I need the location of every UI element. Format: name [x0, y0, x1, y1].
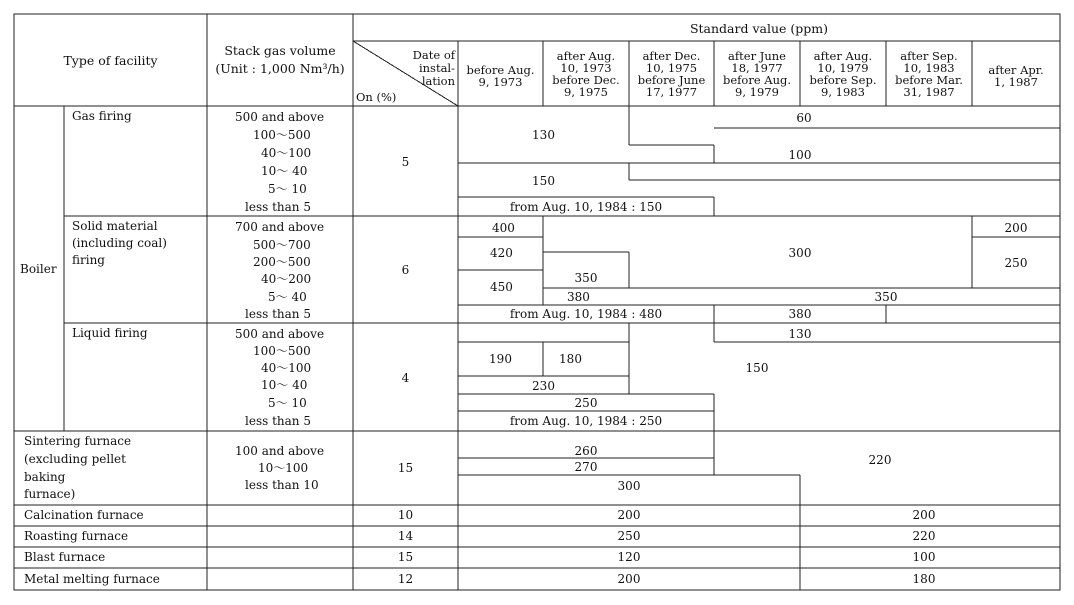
- liquid-value-from-1984: from Aug. 10, 1984 : 250: [509, 414, 663, 428]
- gas-vol-3: 40～100: [261, 146, 312, 160]
- solid-value-250: 250: [1004, 256, 1028, 270]
- gas-value-150: 150: [532, 174, 555, 188]
- header-standard-value: Standard value (ppm): [689, 21, 829, 36]
- sintering-label-4: furnace): [24, 487, 76, 501]
- period-header-6: after Sep. 10, 1983 before Mar. 31, 1987: [895, 49, 963, 99]
- roasting-value-2: 220: [912, 529, 936, 543]
- sintering-label-2: (excluding pellet: [24, 452, 126, 466]
- header-instal: instal-: [418, 61, 455, 75]
- liquid-value-150: 150: [745, 361, 769, 375]
- solid-label-1: Solid material: [72, 219, 158, 233]
- solid-vol-6: less than 5: [245, 307, 311, 321]
- liquid-vol-5: 5～ 10: [268, 396, 307, 410]
- solid-vol-5: 5～ 40: [268, 290, 307, 304]
- solid-value-420: 420: [490, 246, 513, 260]
- solid-label-3: firing: [72, 253, 105, 267]
- calcination-label: Calcination furnace: [24, 508, 144, 522]
- solid-value-200: 200: [1004, 221, 1028, 235]
- gas-vol-2: 100～500: [253, 128, 311, 142]
- liquid-vol-4: 10～ 40: [261, 378, 308, 392]
- header-lation: lation: [421, 74, 455, 88]
- liquid-value-250: 250: [574, 396, 598, 410]
- liquid-vol-1: 500 and above: [235, 327, 325, 341]
- solid-label-2: (including coal): [72, 236, 167, 250]
- gas-firing-label: Gas firing: [72, 109, 132, 123]
- roasting-label: Roasting furnace: [24, 529, 129, 543]
- header-type-of-facility: Type of facility: [63, 53, 158, 68]
- sintering-vol-3: less than 10: [245, 478, 319, 492]
- gas-value-130: 130: [532, 128, 555, 142]
- calcination-on: 10: [397, 508, 414, 522]
- period-header-2: after Aug. 10, 1973 before Dec. 9, 1975: [552, 49, 620, 99]
- period-header-1: before Aug. 9, 1973: [466, 63, 535, 89]
- liquid-value-180: 180: [559, 352, 582, 366]
- blast-value-1: 120: [617, 550, 641, 564]
- metal-melting-value-1: 200: [617, 572, 641, 586]
- blast-value-2: 100: [912, 550, 936, 564]
- sintering-vol-2: 10～100: [258, 461, 309, 475]
- gas-vol-1: 500 and above: [235, 110, 325, 124]
- period-header-3: after Dec. 10, 1975 before June 17, 1977: [637, 49, 706, 99]
- gas-value-from-1984: from Aug. 10, 1984 : 150: [509, 200, 663, 214]
- sintering-vol-1: 100 and above: [235, 444, 325, 458]
- solid-on: 6: [401, 263, 410, 277]
- sintering-value-260: 260: [574, 444, 598, 458]
- blast-on: 15: [397, 550, 414, 564]
- solid-vol-1: 700 and above: [235, 220, 325, 234]
- solid-value-from-1984: from Aug. 10, 1984 : 480: [509, 307, 663, 321]
- period-header-4: after June 18, 1977 before Aug. 9, 1979: [722, 49, 792, 99]
- header-on-percent: On (%): [356, 90, 397, 104]
- gas-value-100: 100: [788, 148, 812, 162]
- calcination-value-2: 200: [912, 508, 936, 522]
- liquid-vol-6: less than 5: [245, 414, 311, 428]
- solid-value-400: 400: [492, 221, 515, 235]
- gas-value-60: 60: [796, 111, 812, 125]
- solid-vol-4: 40～200: [261, 272, 312, 286]
- blast-label: Blast furnace: [24, 550, 106, 564]
- metal-melting-label: Metal melting furnace: [24, 572, 160, 586]
- sintering-label-1: Sintering furnace: [24, 434, 132, 448]
- gas-vol-6: less than 5: [245, 200, 311, 214]
- sintering-value-220: 220: [868, 453, 892, 467]
- roasting-value-1: 250: [617, 529, 641, 543]
- solid-value-300: 300: [788, 246, 812, 260]
- sintering-value-300: 300: [617, 479, 641, 493]
- sintering-label-3: baking: [24, 470, 66, 484]
- period-header-5: after Aug. 10, 1979 before Sep. 9, 1983: [809, 49, 877, 99]
- gas-vol-4: 10～ 40: [261, 164, 308, 178]
- header-stack-gas-volume: Stack gas volume: [224, 43, 336, 58]
- liquid-value-190: 190: [489, 352, 512, 366]
- calcination-value-1: 200: [617, 508, 641, 522]
- solid-value-350b: 350: [874, 290, 898, 304]
- metal-melting-on: 12: [397, 572, 414, 586]
- boiler-label: Boiler: [20, 262, 57, 276]
- metal-melting-value-2: 180: [912, 572, 936, 586]
- solid-value-380b: 380: [788, 307, 812, 321]
- solid-value-450: 450: [490, 280, 513, 294]
- header-date-of: Date of: [412, 48, 455, 62]
- period-header-7: after Apr. 1, 1987: [988, 63, 1044, 89]
- liquid-on: 4: [401, 371, 410, 385]
- solid-vol-2: 500～700: [253, 238, 311, 252]
- gas-vol-5: 5～ 10: [268, 182, 307, 196]
- liquid-value-230: 230: [532, 379, 555, 393]
- liquid-vol-3: 40～100: [261, 361, 312, 375]
- liquid-value-130: 130: [788, 327, 812, 341]
- solid-value-350a: 350: [574, 271, 598, 285]
- solid-vol-3: 200～500: [253, 255, 311, 269]
- sintering-on: 15: [397, 461, 414, 475]
- liquid-vol-2: 100～500: [253, 344, 311, 358]
- sintering-value-270: 270: [574, 460, 598, 474]
- liquid-firing-label: Liquid firing: [72, 326, 148, 340]
- roasting-on: 14: [397, 529, 414, 543]
- gas-on: 5: [401, 155, 410, 169]
- header-stack-gas-unit: (Unit : 1,000 Nm³/h): [215, 61, 345, 76]
